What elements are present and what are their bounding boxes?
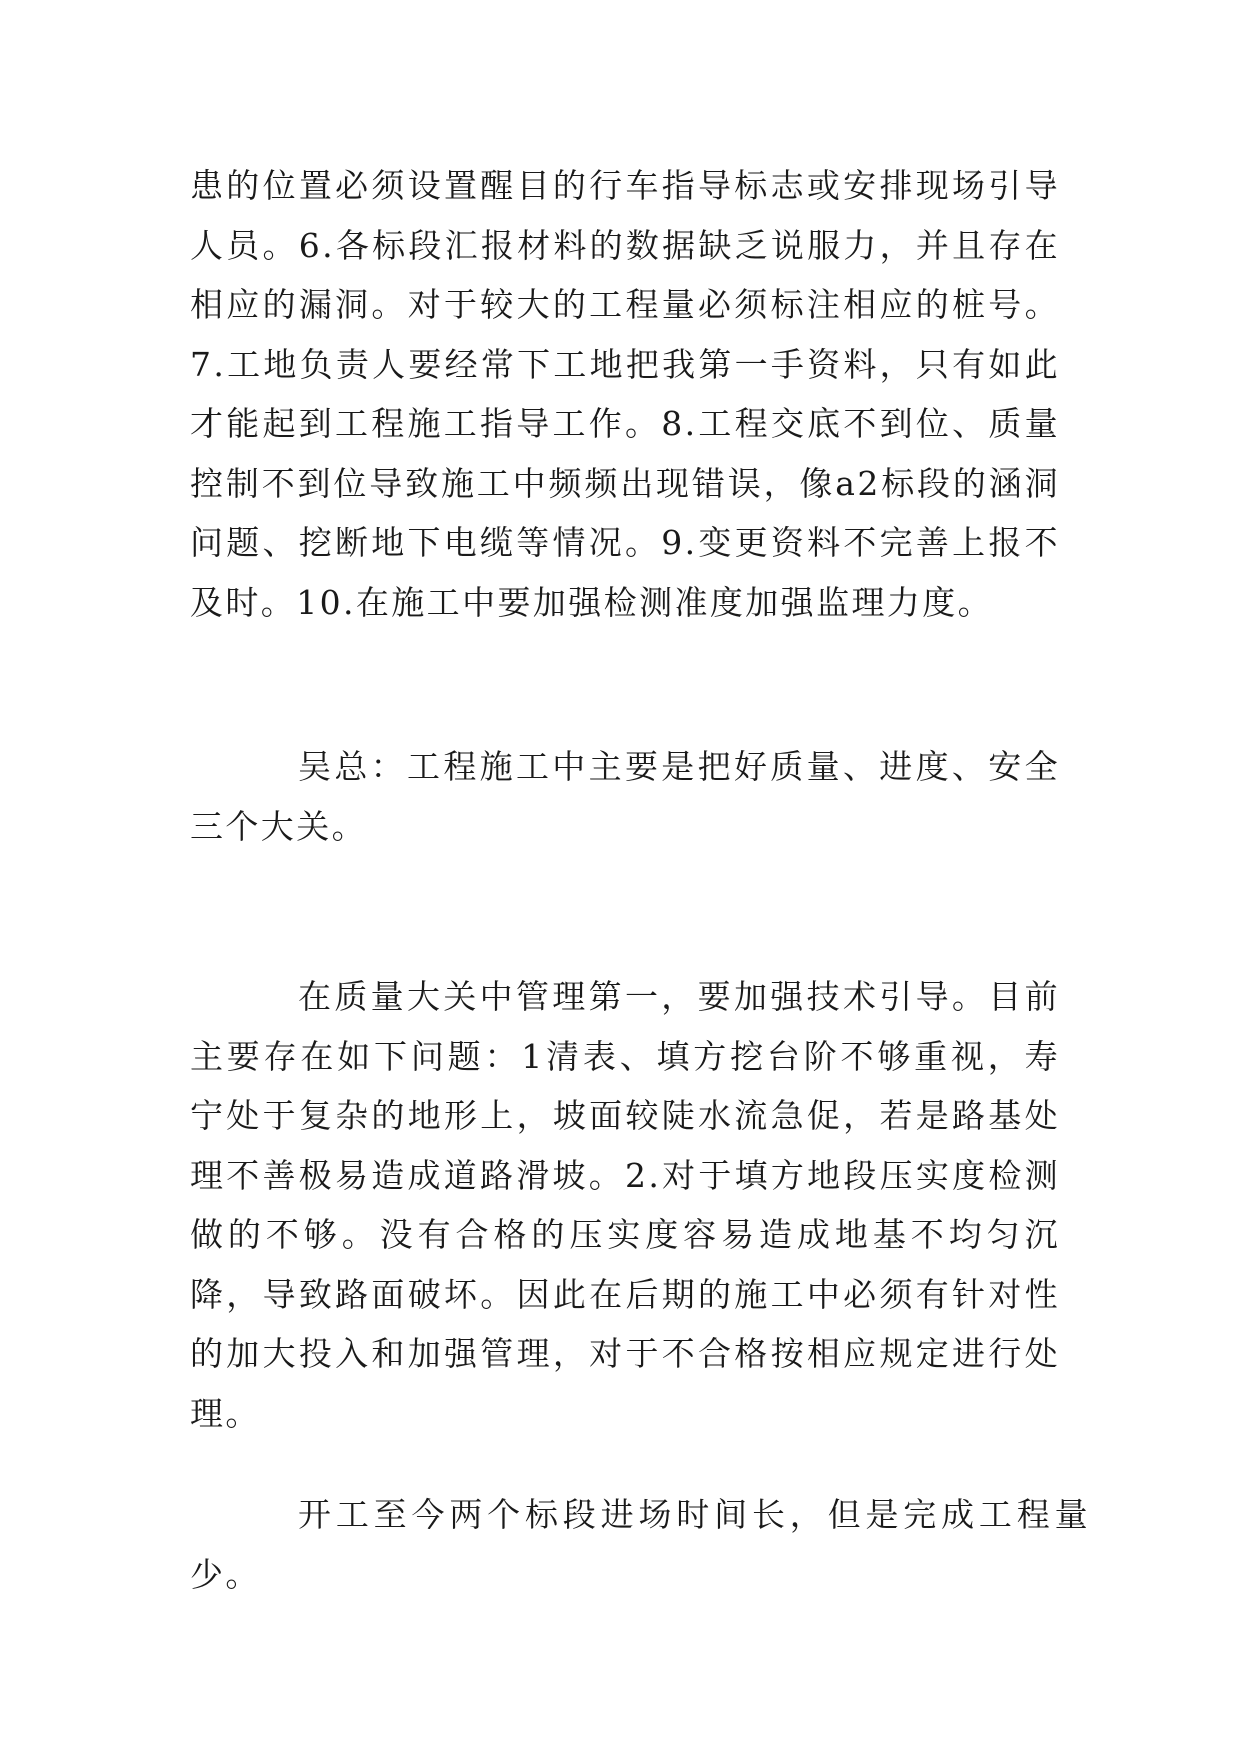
paragraph-continuation: 患的位置必须设置醒目的行车指导标志或安排现场引导人员。6.各标段汇报材料的数据缺乏说服力，并且存在相应的漏洞。对于较大的工程量必须标注相应的桩号。7.工地负责人要经常下工地把我第一手资料，只有如此才能起到工程施工指导工作。8.工程交底不到位、质量控制不到位导致施工中频频出现错误，像a2标段的涵洞问题、挖断地下电缆等情况。9.变更资料不完善上报不及时。10.在施工中要加强检测准度加强监理力度。 [190, 166, 1060, 622]
paragraph-progress: 开工至今两个标段进场时间长，但是完成工程量少。 [190, 1495, 1090, 1594]
paragraph-wu-zong-remarks: 吴总：工程施工中主要是把好质量、进度、安全三个大关。 [190, 747, 1060, 846]
paragraph-quality-issues: 在质量大关中管理第一，要加强技术引导。目前主要存在如下问题：1清表、填方挖台阶不够重视，寿宁处于复杂的地形上，坡面较陡水流急促，若是路基处理不善极易造成道路滑坡。2.对于填方地段压实度检测做的不够。没有合格的压实度容易造成地基不均匀沉降，导致路面破坏。因此在后期的施工中必须有针对性的加大投入和加强管理，对于不合格按相应规定进行处理。 [190, 977, 1060, 1433]
